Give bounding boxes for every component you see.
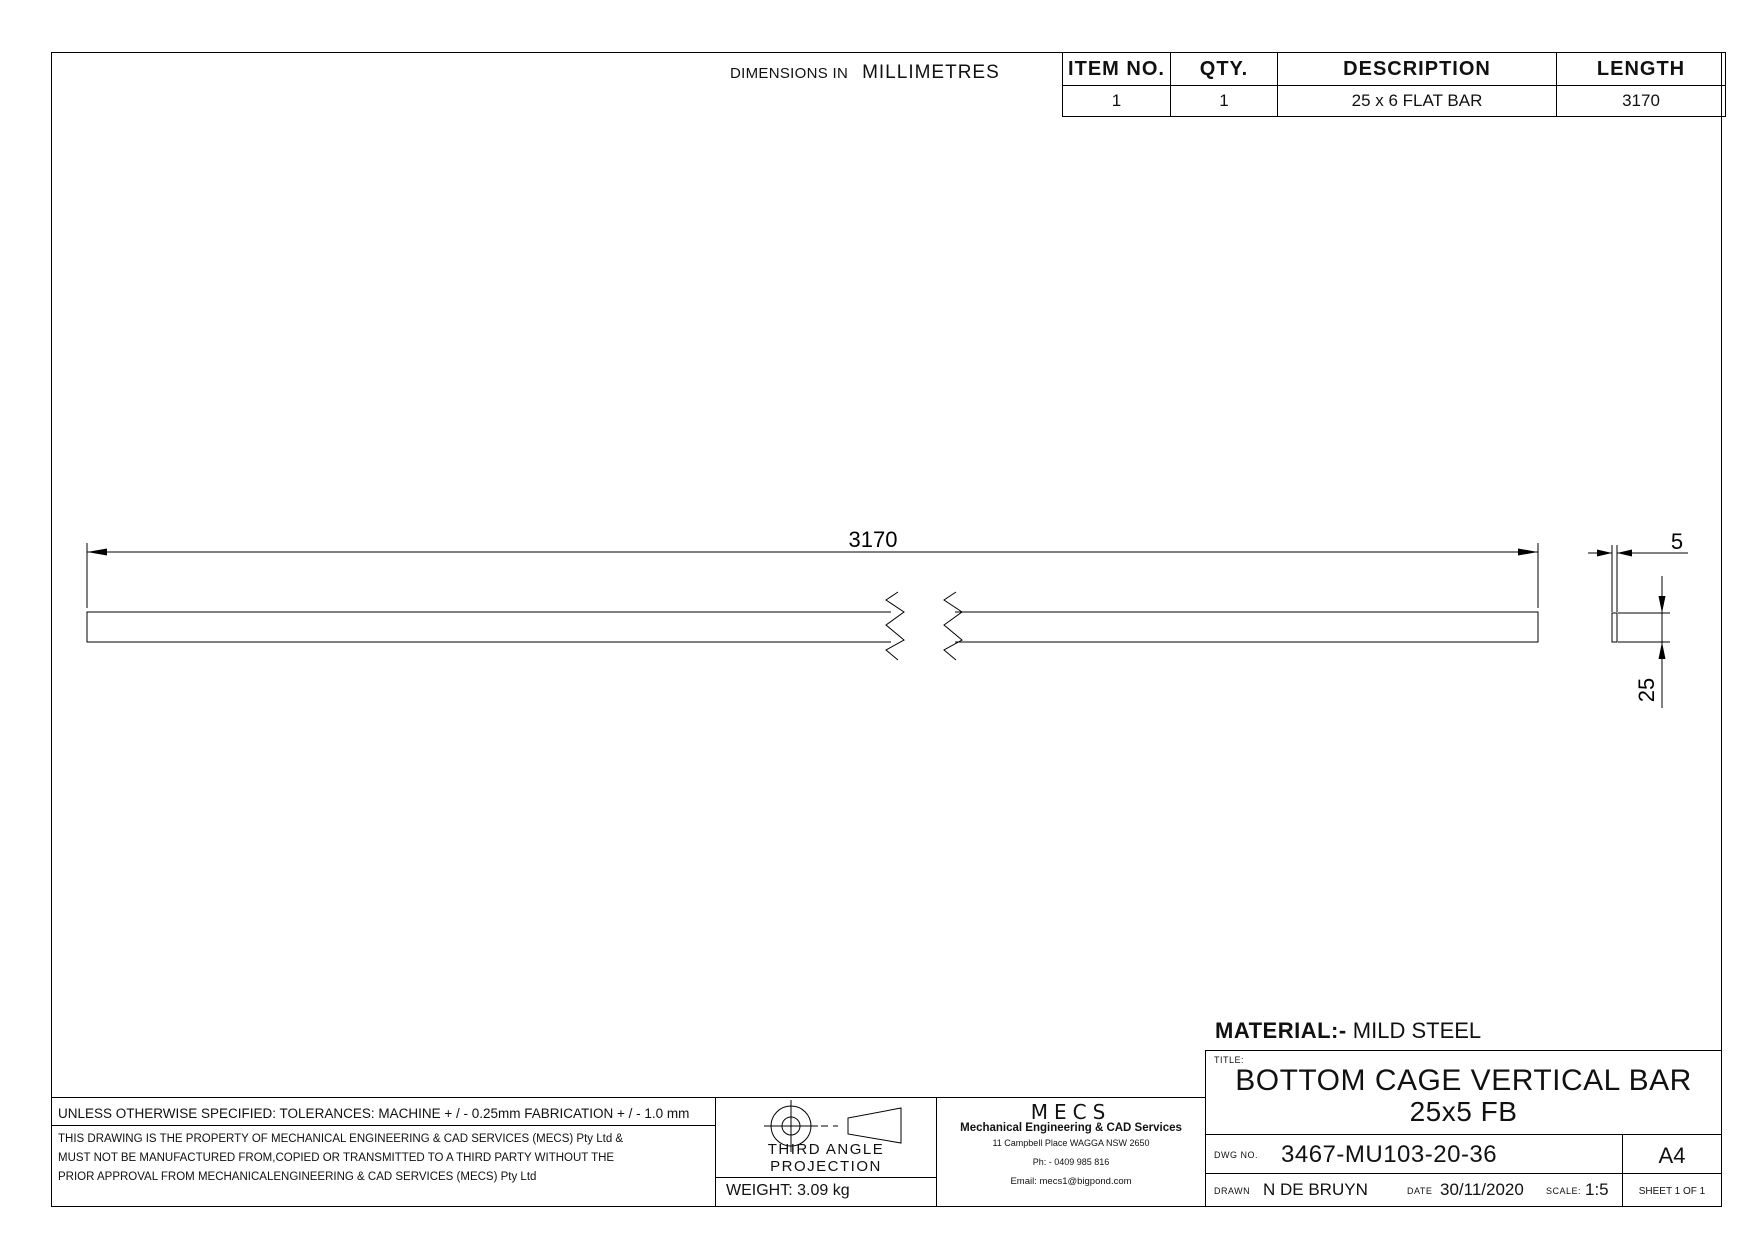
drawn-box xyxy=(1205,1173,1623,1207)
sheet-size: A4 xyxy=(1622,1134,1722,1174)
bar-elevation xyxy=(87,592,1538,660)
drawing-number-box xyxy=(1205,1134,1623,1174)
bom-cell-length: 3170 xyxy=(1557,86,1726,117)
length-dimension-text: 3170 xyxy=(848,527,898,552)
sheet-number: SHEET 1 OF 1 xyxy=(1622,1173,1722,1207)
projection-label: THIRD ANGLE PROJECTION xyxy=(767,1141,885,1175)
property-notice-line: MUST NOT BE MANUFACTURED FROM,COPIED OR TRANSMITTED TO A THIRD PARTY WITHOUT THE xyxy=(58,1152,615,1164)
dimensions-label: DIMENSIONS IN xyxy=(730,65,849,82)
arrowhead-thickness-left-icon xyxy=(1597,550,1612,557)
break-line-left-icon xyxy=(886,592,904,660)
bom-header-qty: QTY. xyxy=(1171,53,1278,86)
title-box xyxy=(1205,1050,1722,1135)
company-name: Mechanical Engineering & CAD Services xyxy=(960,1122,1182,1134)
arrowhead-width-bottom-icon xyxy=(1659,642,1666,659)
length-dimension xyxy=(87,527,1538,608)
weight-value: WEIGHT: 3.09 kg xyxy=(715,1177,937,1207)
drawn-label: DRAWN xyxy=(1214,1186,1251,1196)
company-logo: MECS xyxy=(1030,1100,1112,1124)
arrowhead-width-top-icon xyxy=(1659,596,1666,613)
arrowhead-right-icon xyxy=(1518,549,1538,556)
property-notice xyxy=(51,1125,716,1207)
drawing-number: 3467-MU103-20-36 xyxy=(1281,1141,1498,1168)
material-note xyxy=(1215,1018,1481,1044)
bom-header-length: LENGTH xyxy=(1557,53,1726,86)
thickness-dimension-text: 5 xyxy=(1670,529,1684,554)
projection-box xyxy=(715,1097,937,1178)
arrowhead-left-icon xyxy=(87,549,107,556)
material-value: MILD STEEL xyxy=(1352,1018,1482,1043)
width-dimension-text: 25 xyxy=(1634,677,1659,703)
dimensions-unit: MILLIMETRES xyxy=(862,62,1000,83)
bom-header-item-no: ITEM NO. xyxy=(1063,53,1171,86)
material-label: MATERIAL:- xyxy=(1215,1018,1347,1043)
company-box xyxy=(936,1097,1206,1207)
bom-cell-item-no: 1 xyxy=(1063,86,1171,117)
company-email: Email: mecs1@bigpond.com xyxy=(1010,1176,1132,1187)
arrowhead-thickness-right-icon xyxy=(1617,550,1632,557)
drawing-title-line1: BOTTOM CAGE VERTICAL BAR xyxy=(1235,1064,1692,1097)
company-address: 11 Campbell Place WAGGA NSW 2650 xyxy=(992,1138,1150,1148)
scale-label: SCALE: xyxy=(1546,1186,1582,1196)
drawing-title-line2: 25x5 FB xyxy=(1409,1096,1518,1127)
company-phone: Ph: - 0409 985 816 xyxy=(1032,1157,1110,1167)
drawing-scale: 1:5 xyxy=(1585,1180,1609,1199)
title-label: TITLE: xyxy=(1214,1055,1245,1065)
dwg-no-label: DWG NO. xyxy=(1214,1150,1258,1160)
break-line-right-icon xyxy=(944,592,962,660)
drawn-by: N DE BRUYN xyxy=(1263,1180,1368,1199)
property-notice-line: PRIOR APPROVAL FROM MECHANICALENGINEERING & CAD SERVICES (MECS) Pty Ltd xyxy=(58,1171,537,1183)
tolerances-note: UNLESS OTHERWISE SPECIFIED: TOLERANCES: MACHINE + / - 0.25mm FABRICATION + / - 1.0 mm xyxy=(51,1097,716,1126)
bom-cell-qty: 1 xyxy=(1171,86,1278,117)
drawing-date: 30/11/2020 xyxy=(1440,1180,1524,1199)
bom-header-description: DESCRIPTION xyxy=(1278,53,1557,86)
property-notice-line: THIS DRAWING IS THE PROPERTY OF MECHANICAL ENGINEERING & CAD SERVICES (MECS) Pty Ltd & xyxy=(58,1133,624,1145)
bom-cell-description: 25 x 6 FLAT BAR xyxy=(1278,86,1557,117)
date-label: DATE xyxy=(1407,1186,1433,1196)
